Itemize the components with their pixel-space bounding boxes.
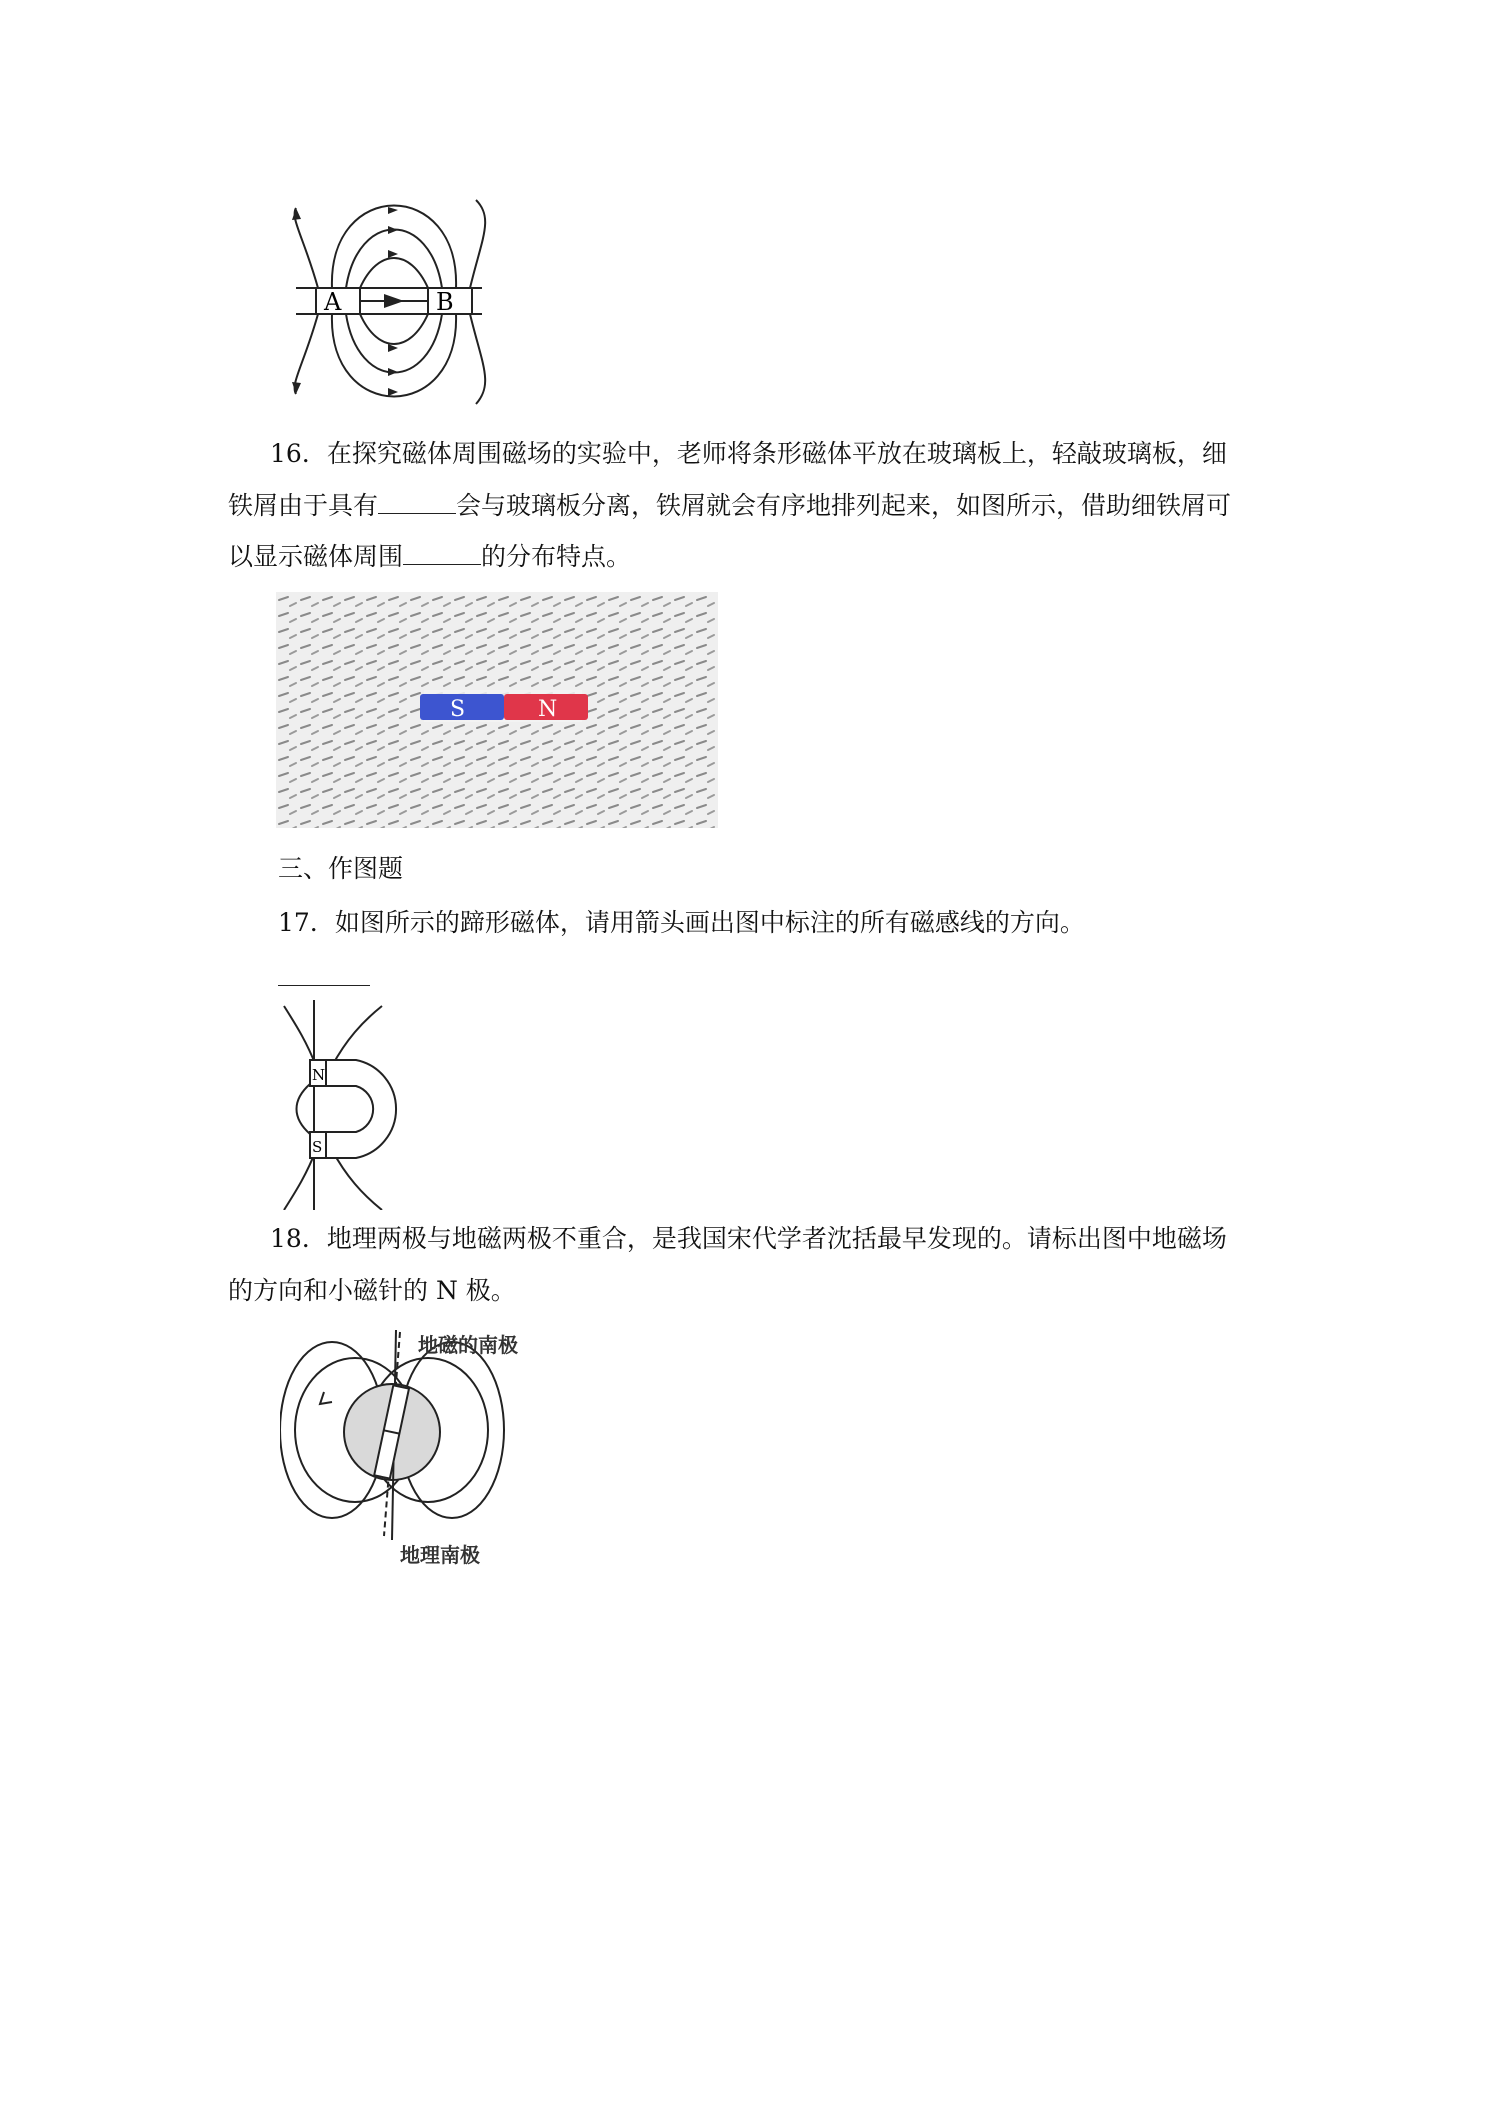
- label-geographic-south: 地理南极: [400, 1543, 480, 1567]
- q16-line2: 铁屑由于具有 会与玻璃板分离，铁屑就会有序地排列起来，如图所示，借助细铁屑可: [228, 491, 1232, 520]
- q17-line1: 17．如图所示的蹄形磁体，请用箭头画出图中标注的所有磁感线的方向。: [278, 908, 1085, 937]
- horseshoe-magnet-figure: [276, 1000, 436, 1210]
- q17-number: 17: [278, 908, 310, 937]
- earth-magnetic-field-figure: [280, 1330, 570, 1570]
- pole-n-label: N: [538, 697, 558, 722]
- label-b: B: [436, 288, 454, 316]
- answer-blank-1[interactable]: [378, 491, 456, 514]
- q16-number: 16: [270, 439, 302, 468]
- q16-line1: 16．在探究磁体周围磁场的实验中，老师将条形磁体平放在玻璃板上，轻敲玻璃板，细: [270, 439, 1227, 468]
- pole-s-label: S: [312, 1138, 323, 1156]
- iron-filings-photo: [276, 592, 718, 828]
- q18-line1: 18．地理两极与地磁两极不重合，是我国宋代学者沈括最早发现的。请标出图中地磁场: [270, 1224, 1227, 1253]
- section-3-title: 三、作图题: [278, 854, 404, 883]
- label-geomagnetic-south: 地磁的南极: [418, 1333, 518, 1357]
- q17-answer-line: [278, 985, 370, 986]
- q18-number: 18: [270, 1224, 302, 1253]
- pole-n-label: N: [312, 1066, 326, 1084]
- answer-blank-2[interactable]: [403, 542, 481, 565]
- pole-s-label: S: [450, 697, 466, 722]
- ab-field-figure: [288, 198, 508, 418]
- q16-line3: 以显示磁体周围 的分布特点。: [228, 542, 632, 571]
- q18-line2: 的方向和小磁针的 N 极。: [228, 1276, 516, 1305]
- label-a: A: [324, 288, 342, 316]
